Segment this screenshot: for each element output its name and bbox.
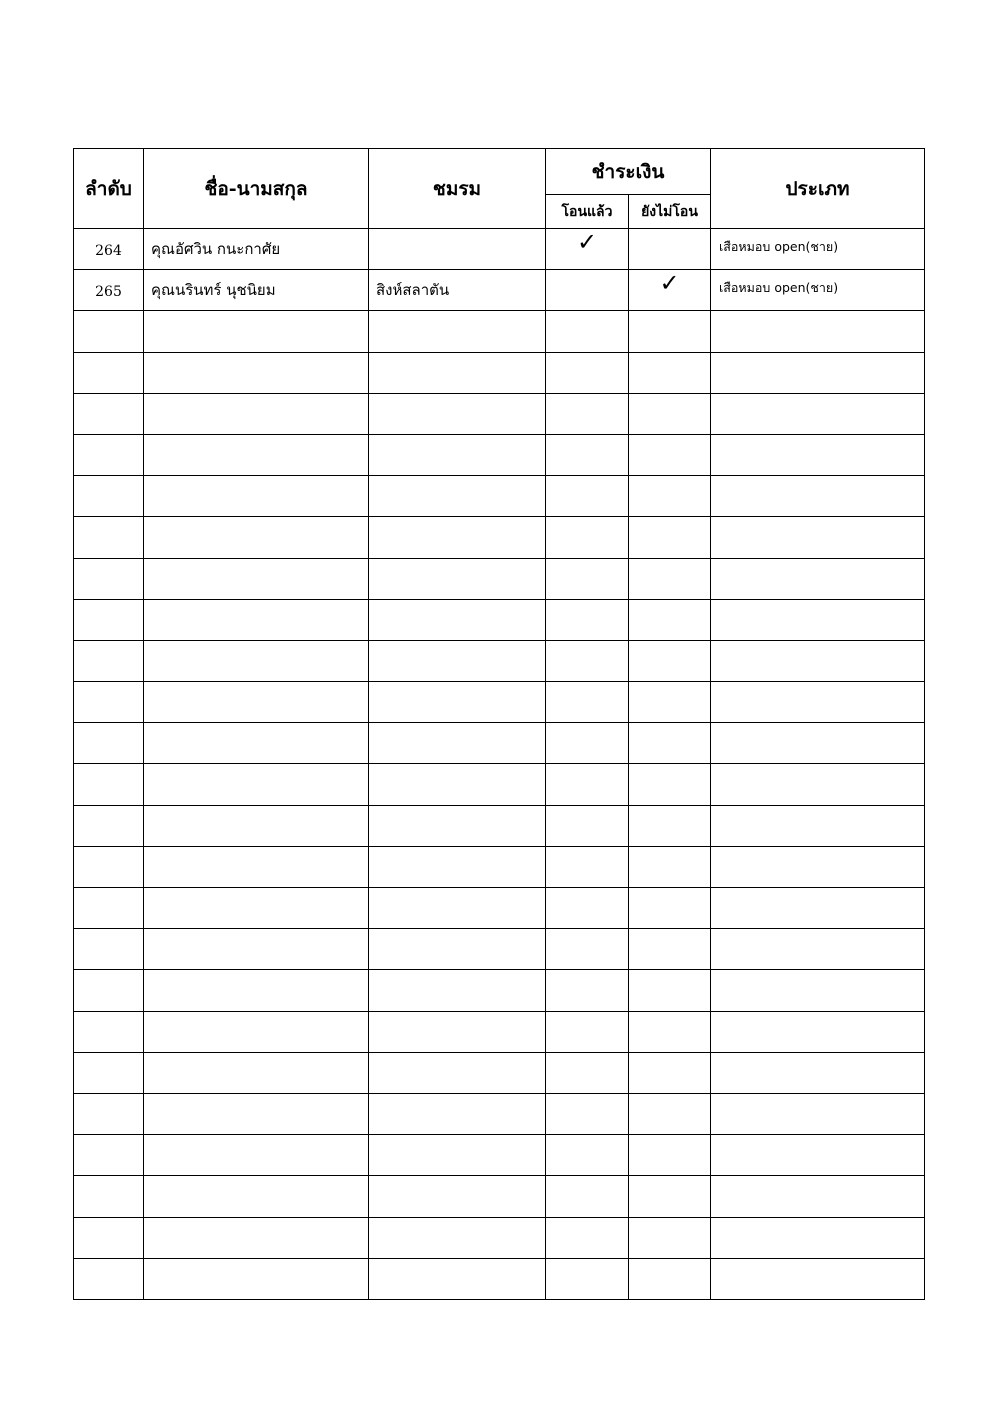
empty-unpaid-cell (629, 888, 711, 929)
empty-unpaid-cell (629, 393, 711, 434)
empty-club-cell (369, 352, 546, 393)
header-club: ชมรม (369, 149, 546, 229)
empty-unpaid-cell (629, 682, 711, 723)
empty-row-number-cell (74, 1176, 144, 1217)
empty-table-row (74, 393, 925, 434)
empty-name-cell (144, 1011, 369, 1052)
empty-name-cell (144, 1217, 369, 1258)
empty-club-cell (369, 1093, 546, 1134)
empty-unpaid-cell (629, 1052, 711, 1093)
empty-club-cell (369, 434, 546, 475)
empty-table-row (74, 1011, 925, 1052)
name-cell: คุณอัศวิน กนะกาศัย (144, 229, 369, 270)
empty-table-row (74, 1176, 925, 1217)
empty-unpaid-cell (629, 723, 711, 764)
empty-row-number-cell (74, 805, 144, 846)
empty-type-cell (711, 846, 925, 887)
empty-unpaid-cell (629, 558, 711, 599)
empty-type-cell (711, 1176, 925, 1217)
header-unpaid: ยังไม่โอน (629, 195, 711, 229)
empty-type-cell (711, 434, 925, 475)
empty-club-cell (369, 393, 546, 434)
empty-table-row (74, 805, 925, 846)
header-type: ประเภท (711, 149, 925, 229)
empty-table-row (74, 1052, 925, 1093)
empty-table-row (74, 599, 925, 640)
empty-club-cell (369, 888, 546, 929)
empty-name-cell (144, 352, 369, 393)
table-body (74, 229, 925, 1300)
empty-unpaid-cell (629, 970, 711, 1011)
empty-unpaid-cell (629, 1135, 711, 1176)
empty-name-cell (144, 888, 369, 929)
type-cell: เสือหมอบ open(ชาย) (711, 270, 925, 311)
empty-table-row (74, 682, 925, 723)
empty-paid-cell (546, 970, 629, 1011)
header-paid: โอนแล้ว (546, 195, 629, 229)
empty-name-cell (144, 517, 369, 558)
empty-unpaid-cell (629, 1258, 711, 1299)
empty-name-cell (144, 682, 369, 723)
empty-name-cell (144, 1176, 369, 1217)
row-number-cell: 264 (74, 229, 144, 270)
empty-table-row (74, 640, 925, 681)
empty-unpaid-cell (629, 352, 711, 393)
empty-type-cell (711, 352, 925, 393)
header-payment: ชำระเงิน (546, 149, 711, 195)
empty-name-cell (144, 929, 369, 970)
empty-club-cell (369, 682, 546, 723)
empty-type-cell (711, 517, 925, 558)
unpaid-cell (629, 270, 711, 311)
club-cell: สิงห์สลาตัน (369, 270, 546, 311)
empty-row-number-cell (74, 558, 144, 599)
empty-name-cell (144, 558, 369, 599)
empty-club-cell (369, 476, 546, 517)
empty-name-cell (144, 970, 369, 1011)
empty-club-cell (369, 970, 546, 1011)
empty-row-number-cell (74, 846, 144, 887)
empty-paid-cell (546, 1052, 629, 1093)
empty-unpaid-cell (629, 476, 711, 517)
empty-table-row (74, 434, 925, 475)
empty-table-row (74, 1093, 925, 1134)
empty-paid-cell (546, 1093, 629, 1134)
empty-row-number-cell (74, 517, 144, 558)
empty-paid-cell (546, 1258, 629, 1299)
empty-name-cell (144, 723, 369, 764)
empty-row-number-cell (74, 1135, 144, 1176)
paid-cell (546, 229, 629, 270)
empty-unpaid-cell (629, 1011, 711, 1052)
empty-type-cell (711, 682, 925, 723)
empty-unpaid-cell (629, 929, 711, 970)
empty-type-cell (711, 476, 925, 517)
name-cell: คุณนรินทร์ นุชนิยม (144, 270, 369, 311)
empty-row-number-cell (74, 723, 144, 764)
empty-unpaid-cell (629, 311, 711, 352)
empty-type-cell (711, 723, 925, 764)
empty-row-number-cell (74, 1258, 144, 1299)
empty-table-row (74, 311, 925, 352)
empty-name-cell (144, 393, 369, 434)
empty-unpaid-cell (629, 1176, 711, 1217)
empty-row-number-cell (74, 393, 144, 434)
empty-paid-cell (546, 1135, 629, 1176)
empty-club-cell (369, 764, 546, 805)
table-row (74, 229, 925, 270)
empty-name-cell (144, 640, 369, 681)
empty-paid-cell (546, 888, 629, 929)
empty-club-cell (369, 1258, 546, 1299)
empty-type-cell (711, 1093, 925, 1134)
empty-name-cell (144, 846, 369, 887)
empty-row-number-cell (74, 640, 144, 681)
empty-unpaid-cell (629, 805, 711, 846)
header-no: ลำดับ (74, 149, 144, 229)
empty-table-row (74, 1258, 925, 1299)
empty-unpaid-cell (629, 640, 711, 681)
empty-row-number-cell (74, 476, 144, 517)
empty-unpaid-cell (629, 764, 711, 805)
empty-row-number-cell (74, 352, 144, 393)
empty-paid-cell (546, 640, 629, 681)
empty-type-cell (711, 1258, 925, 1299)
empty-club-cell (369, 805, 546, 846)
empty-type-cell (711, 970, 925, 1011)
empty-paid-cell (546, 393, 629, 434)
table-row (74, 270, 925, 311)
empty-name-cell (144, 1135, 369, 1176)
unpaid-cell (629, 229, 711, 270)
club-cell (369, 229, 546, 270)
empty-row-number-cell (74, 970, 144, 1011)
registration-table (73, 148, 925, 1300)
empty-paid-cell (546, 723, 629, 764)
empty-paid-cell (546, 764, 629, 805)
empty-name-cell (144, 311, 369, 352)
empty-table-row (74, 970, 925, 1011)
empty-type-cell (711, 1011, 925, 1052)
empty-row-number-cell (74, 1052, 144, 1093)
empty-type-cell (711, 1052, 925, 1093)
empty-table-row (74, 764, 925, 805)
empty-row-number-cell (74, 764, 144, 805)
empty-paid-cell (546, 929, 629, 970)
empty-name-cell (144, 1052, 369, 1093)
empty-club-cell (369, 599, 546, 640)
empty-type-cell (711, 599, 925, 640)
check-mark-icon: ✓ (659, 269, 680, 298)
empty-name-cell (144, 1258, 369, 1299)
empty-table-row (74, 352, 925, 393)
empty-type-cell (711, 640, 925, 681)
empty-unpaid-cell (629, 599, 711, 640)
empty-paid-cell (546, 352, 629, 393)
type-cell: เสือหมอบ open(ชาย) (711, 229, 925, 270)
empty-table-row (74, 1217, 925, 1258)
empty-row-number-cell (74, 1011, 144, 1052)
empty-type-cell (711, 393, 925, 434)
empty-club-cell (369, 517, 546, 558)
empty-type-cell (711, 1135, 925, 1176)
empty-club-cell (369, 1135, 546, 1176)
empty-row-number-cell (74, 599, 144, 640)
empty-type-cell (711, 1217, 925, 1258)
check-mark-icon: ✓ (576, 228, 598, 256)
empty-paid-cell (546, 476, 629, 517)
empty-table-row (74, 558, 925, 599)
empty-paid-cell (546, 846, 629, 887)
empty-club-cell (369, 640, 546, 681)
empty-paid-cell (546, 558, 629, 599)
empty-club-cell (369, 311, 546, 352)
empty-club-cell (369, 1217, 546, 1258)
empty-table-row (74, 517, 925, 558)
empty-club-cell (369, 723, 546, 764)
empty-club-cell (369, 1052, 546, 1093)
empty-paid-cell (546, 1217, 629, 1258)
empty-row-number-cell (74, 1093, 144, 1134)
empty-unpaid-cell (629, 517, 711, 558)
empty-paid-cell (546, 1011, 629, 1052)
empty-paid-cell (546, 434, 629, 475)
empty-table-row (74, 929, 925, 970)
empty-row-number-cell (74, 434, 144, 475)
empty-paid-cell (546, 517, 629, 558)
empty-unpaid-cell (629, 1217, 711, 1258)
empty-row-number-cell (74, 311, 144, 352)
empty-unpaid-cell (629, 434, 711, 475)
empty-unpaid-cell (629, 846, 711, 887)
empty-row-number-cell (74, 682, 144, 723)
empty-club-cell (369, 1176, 546, 1217)
empty-club-cell (369, 558, 546, 599)
empty-table-row (74, 723, 925, 764)
empty-type-cell (711, 805, 925, 846)
empty-name-cell (144, 599, 369, 640)
empty-unpaid-cell (629, 1093, 711, 1134)
header-name: ชื่อ-นามสกุล (144, 149, 369, 229)
empty-type-cell (711, 311, 925, 352)
empty-table-row (74, 476, 925, 517)
empty-table-row (74, 846, 925, 887)
empty-type-cell (711, 888, 925, 929)
empty-type-cell (711, 764, 925, 805)
empty-name-cell (144, 476, 369, 517)
empty-club-cell (369, 1011, 546, 1052)
paid-cell (546, 270, 629, 311)
empty-name-cell (144, 764, 369, 805)
empty-name-cell (144, 805, 369, 846)
empty-club-cell (369, 846, 546, 887)
empty-type-cell (711, 558, 925, 599)
empty-row-number-cell (74, 929, 144, 970)
empty-name-cell (144, 1093, 369, 1134)
empty-type-cell (711, 929, 925, 970)
row-number-cell: 265 (74, 270, 144, 311)
empty-paid-cell (546, 682, 629, 723)
empty-name-cell (144, 434, 369, 475)
empty-table-row (74, 888, 925, 929)
empty-paid-cell (546, 1176, 629, 1217)
empty-row-number-cell (74, 1217, 144, 1258)
empty-paid-cell (546, 805, 629, 846)
empty-table-row (74, 1135, 925, 1176)
empty-paid-cell (546, 311, 629, 352)
empty-paid-cell (546, 599, 629, 640)
empty-row-number-cell (74, 888, 144, 929)
empty-club-cell (369, 929, 546, 970)
